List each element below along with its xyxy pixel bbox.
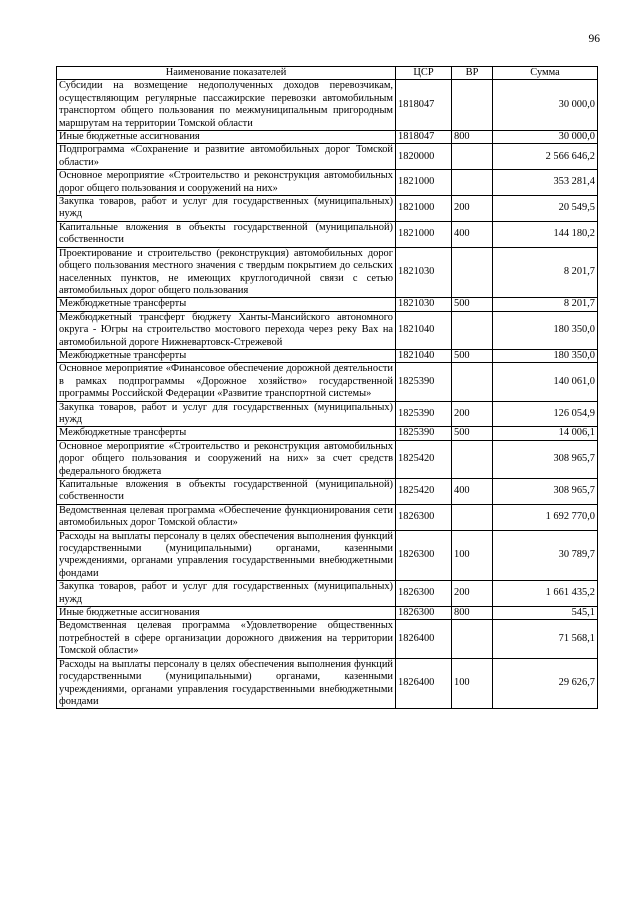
row-csr: 1821000 [396,170,452,196]
row-sum: 180 350,0 [493,311,598,349]
table-row [57,401,598,427]
header-name: Наименование показателей [57,67,396,80]
row-name: Субсидии на возмещение недополученных доходов перевозчикам, осуществляющим регулярные пассажирские перевозки автомобильным транспортом общего пользования по межмуниципальным пригородным маршрутам на территории Томской области [57,80,396,131]
row-sum: 30 000,0 [493,80,598,131]
row-sum: 180 350,0 [493,349,598,362]
row-sum: 29 626,7 [493,658,598,709]
table-row [57,196,598,222]
row-vr: 400 [452,479,493,505]
row-sum: 545,1 [493,607,598,620]
row-csr: 1821040 [396,311,452,349]
row-vr: 500 [452,349,493,362]
row-csr: 1821030 [396,247,452,298]
table-row [57,620,598,658]
header-sum: Сумма [493,67,598,80]
row-sum: 14 006,1 [493,427,598,440]
table-header-row [57,67,598,80]
table-row [57,349,598,362]
row-sum: 308 965,7 [493,479,598,505]
row-csr: 1818047 [396,80,452,131]
row-vr [452,504,493,530]
row-name: Капитальные вложения в объекты государственной (муниципальной) собственности [57,479,396,505]
row-csr: 1826300 [396,607,452,620]
row-csr: 1818047 [396,131,452,144]
row-csr: 1826300 [396,530,452,581]
row-vr [452,363,493,401]
table-row [57,607,598,620]
row-name: Расходы на выплаты персоналу в целях обеспечения выполнения функций государственными (муниципальными) органами, казенными учреждениями, органами управления государственными внебюджетными фондами [57,658,396,709]
table-row [57,427,598,440]
row-csr: 1820000 [396,144,452,170]
row-vr: 100 [452,530,493,581]
row-name: Проектирование и строительство (реконструкция) автомобильных дорог общего пользования местного значения с твердым покрытием до сельских населенных пунктов, не имеющих круглогодичной связи с сетью автомобильных дорог общего пользования [57,247,396,298]
table-row [57,504,598,530]
row-csr: 1825420 [396,440,452,478]
row-vr: 800 [452,607,493,620]
row-sum: 140 061,0 [493,363,598,401]
row-vr: 200 [452,196,493,222]
table-row [57,80,598,131]
table-row [57,144,598,170]
budget-table [56,66,598,709]
row-csr: 1825390 [396,427,452,440]
row-name: Межбюджетный трансферт бюджету Ханты-Мансийского автономного округа - Югры на строительство мостового перехода через реку Вах на автомобильной дороге Нижневартовск-Стрежевой [57,311,396,349]
row-sum: 8 201,7 [493,298,598,311]
table-row [57,440,598,478]
table-row [57,170,598,196]
row-vr [452,80,493,131]
row-sum: 1 661 435,2 [493,581,598,607]
row-vr: 500 [452,298,493,311]
row-sum: 30 000,0 [493,131,598,144]
table-body [57,80,598,709]
row-name: Межбюджетные трансферты [57,298,396,311]
row-csr: 1826300 [396,581,452,607]
row-name: Иные бюджетные ассигнования [57,607,396,620]
row-sum: 126 054,9 [493,401,598,427]
row-name: Ведомственная целевая программа «Удовлетворение общественных потребностей в сфере организации дорожного движения на территории Томской области» [57,620,396,658]
row-vr [452,170,493,196]
row-sum: 71 568,1 [493,620,598,658]
row-csr: 1826400 [396,658,452,709]
table-row [57,479,598,505]
row-vr: 200 [452,401,493,427]
row-name: Расходы на выплаты персоналу в целях обеспечения выполнения функций государственными (муниципальными) органами, казенными учреждениями, органами управления государственными внебюджетными фондами [57,530,396,581]
table-row [57,311,598,349]
row-sum: 308 965,7 [493,440,598,478]
row-sum: 144 180,2 [493,221,598,247]
row-name: Основное мероприятие «Финансовое обеспечение дорожной деятельности в рамках подпрограммы «Дорожное хозяйство» государственной программы Российской Федерации «Развитие транспортной системы» [57,363,396,401]
row-vr: 800 [452,131,493,144]
row-name: Основное мероприятие «Строительство и реконструкция автомобильных дорог общего пользования и сооружений на них» [57,170,396,196]
row-name: Закупка товаров, работ и услуг для государственных (муниципальных) нужд [57,196,396,222]
row-csr: 1825420 [396,479,452,505]
row-vr [452,247,493,298]
row-name: Межбюджетные трансферты [57,427,396,440]
row-csr: 1825390 [396,401,452,427]
row-sum: 353 281,4 [493,170,598,196]
row-vr [452,144,493,170]
row-name: Капитальные вложения в объекты государственной (муниципальной) собственности [57,221,396,247]
row-vr [452,440,493,478]
row-sum: 20 549,5 [493,196,598,222]
table-row [57,581,598,607]
header-vr: ВР [452,67,493,80]
row-csr: 1826300 [396,504,452,530]
row-csr: 1821000 [396,221,452,247]
table-row [57,131,598,144]
row-name: Межбюджетные трансферты [57,349,396,362]
row-vr: 400 [452,221,493,247]
row-csr: 1825390 [396,363,452,401]
page-number: 96 [588,33,600,45]
row-name: Основное мероприятие «Строительство и реконструкция автомобильных дорог общего пользования и сооружений на них» за счет средств федерального бюджета [57,440,396,478]
table-row [57,298,598,311]
row-sum: 2 566 646,2 [493,144,598,170]
row-sum: 1 692 770,0 [493,504,598,530]
row-vr: 100 [452,658,493,709]
row-sum: 8 201,7 [493,247,598,298]
row-name: Подпрограмма «Сохранение и развитие автомобильных дорог Томской области» [57,144,396,170]
row-name: Ведомственная целевая программа «Обеспечение функционирования сети автомобильных дорог Томской области» [57,504,396,530]
table-row [57,247,598,298]
row-name: Иные бюджетные ассигнования [57,131,396,144]
table-row [57,363,598,401]
table-row [57,530,598,581]
row-name: Закупка товаров, работ и услуг для государственных (муниципальных) нужд [57,401,396,427]
row-vr [452,311,493,349]
row-csr: 1821030 [396,298,452,311]
table-row [57,658,598,709]
row-csr: 1826400 [396,620,452,658]
row-csr: 1821040 [396,349,452,362]
header-csr: ЦСР [396,67,452,80]
row-csr: 1821000 [396,196,452,222]
row-vr: 500 [452,427,493,440]
row-sum: 30 789,7 [493,530,598,581]
row-vr [452,620,493,658]
table-row [57,221,598,247]
row-vr: 200 [452,581,493,607]
row-name: Закупка товаров, работ и услуг для государственных (муниципальных) нужд [57,581,396,607]
